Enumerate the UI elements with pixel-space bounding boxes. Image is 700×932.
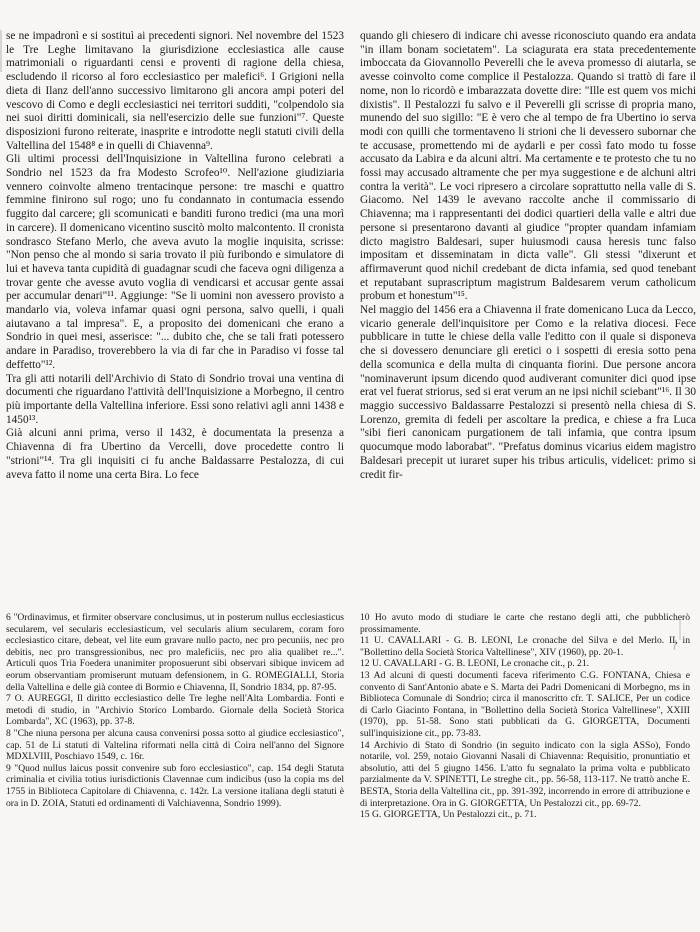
footnote: 10 Ho avuto modo di studiare le carte che restano degli atti, che pubblicherò prossimamente.: [360, 612, 690, 635]
footnotes-right: [360, 612, 690, 821]
footnotes-left: [6, 612, 344, 809]
footnote: 6 "Ordinavimus, et firmiter observare conclusimus, ut in posterum nullus ecclesiasticus secularem, vel secularis ecclesiasticum, vel secularis alium secularem, coram foro ecclesiastico citare, debeat, vel lite eum gravare nullo pacto, nec pro pecuniis, nec pro debitis, nec pro transgressionibus, nec pro maleficiis, nec pro alia qualibet re...". Articuli quos Tria Foedera unanimiter proposuerunt sibi observari sibique invicem ad eorum observantiam promiserunt mutuam defensionem, in G. ROMEGIALLI, Storia della Valtellina e delle già contee di Bormio e Chiavenna, II, Sondrio 1834, pp. 87-95.: [6, 612, 344, 693]
footnote: 11 U. CAVALLARI - G. B. LEONI, Le cronache del Silva e del Merlo. II, in "Bollettino della Società Storica Valtellinese", XIV (1960), pp. 20-1.: [360, 635, 690, 658]
footnote: 13 Ad alcuni di questi documenti faceva riferimento C.G. FONTANA, Chiesa e convento di Sant'Antonio abate e S. Marta dei Padri Domenicani di Morbegno, ms in Biblioteca Comunale di Sondrio; circa il manoscritto cfr. T. SALICE, Per un codice di Carlo Giacinto Fontana, in "Bollettino della Società Storica Valtellinese", XXIII (1970), pp. 51-58. Sono stati pubblicati da G. GIORGETTA, Documenti sull'inquisizione cit., pp. 73-83.: [360, 669, 690, 739]
paragraph: Tra gli atti notarili dell'Archivio di Stato di Sondrio trovai una ventina di documenti che riguardano l'attività dell'Inquisizione a Morbegno, il centro più importante della Valtellina inferiore. Essi sono relativi agli anni 1438 e 1450¹³.: [6, 372, 344, 426]
body-column-left: [6, 30, 344, 482]
body-column-right: [360, 30, 696, 482]
paragraph: quando gli chiesero di indicare chi avesse riconosciuto quando era andata "in illam bonam societatem". La sciagurata era stata precedentemente imboccata da Giovannollo Peverelli che le aveva promesso di aiutarla, se avesse coinvolto come complice il Pestalozza. Quando si trattò di fare il nome, non lo ricordò e imbarazzata dovette dire: "Ille est quem vos michi dixistis". Il Pestalozzi fu salvo e il Peverelli gli scrisse di propria mano, munendo del suo sigillo: "E è vero che al tempo de fra Ubertino io serva modi con quilli che tormentaveno li strioni che li devessero subornar che te accusase, promettendo mi de aydarli e per cossì fato modo tu fosse accusato da Labira e da alcuni altri. Ma certamente e te protesto che tu no fossi may accusado altramente che per mya suggestione e de alchuni altri contra la verità". Le voci ripresero a circolare soprattutto nella valle di S. Giacomo. Nel 1439 le avevano raccolte anche il commissario di Chiavenna; ma i rappresentanti dei dodici quartieri della valle e altri due persone si presentarono davanti al giudice "propter quandam infamiam dicto magistro Baldesari, super huiusmodi causa heresis tunc falso impositam et disseminatam in dicta valle". Gli stessi "dixerunt et affirmaverunt quod nichil credebant de dicta infamia, sed quod tenebant et reputabant suprascriptum magistrum Baldesarem verum catholicum probum et honestum"¹⁵.: [360, 30, 696, 303]
paragraph: Nel maggio del 1456 era a Chiavenna il frate domenicano Luca da Lecco, vicario generale dell'inquisitore per Como e la relativa diocesi. Fece pubblicare in tutte le chiese della valle l'editto con il quale si disponeva che si dovessero denunciare gli eretici o i sospetti di eresia sotto pena della scomunica e della multa di cinquanta fiorini. Due persone ancora "nominaverunt ipsum dicendo quod audiverant comuniter dici quod ipse erat vel fuerat striorus, sed si erat verum an ne ipsi nichil sciebant"¹⁶. Il 30 maggio successivo Baldassarre Pestalozzi si presentò nella chiesa di S. Lorenzo, gremita di fedeli per ascoltare la predica, e chiese a fra Luca "sibi fieri canonicam purgationem de tali infamia, que contra ipsum quocumque modo laborabat". "Prefatus dominus vicarius eidem magistro Baldesari precepit ut iuraret super his tribus articulis, videlicet: primo si credit fir-: [360, 304, 696, 481]
footnote: 12 U. CAVALLARI - G. B. LEONI, Le cronache cit., p. 21.: [360, 658, 590, 670]
footnote: 7 O. AUREGGI, Il diritto ecclesiastico delle Tre leghe nell'Alta Lombardia. Fonti e metodi di studio, in "Archivio Storico Lombardo. Giornale della Società Storica Lombarda", XC (1963), pp. 37-8.: [6, 693, 344, 728]
footnote: 9 "Quod nullus laicus possit convenire sub foro ecclesiastico", cap. 154 degli Statuta criminalia et civilia totius iurisdictionis Clavennae cum indicibus (uso la copia ms del 1755 in Biblioteca Capitolare di Chiavenna, c. 142r. La versione italiana degli statuti è ora in D. ZOIA, Statuti ed ordinamenti di Valchiavenna, Sondrio 1999).: [6, 762, 344, 809]
footnote: 14 Archivio di Stato di Sondrio (in seguito indicato con la sigla ASSo), Fondo notarile, vol. 259, notaio Giovanni Nasali di Chiavenna: Requisitio, pronuntiatio et absolutio, atti del 5 giugno 1456. L'atto fu segnalato la prima volta e pubblicato parzialmente da V. SPINETTI, Le streghe cit., pp. 56-58, 113-117. Ne trattò anche E. BESTA, Storia della Valtellina cit., pp. 391-392, incorrendo in errore di attribuzione e di interpretazione. Ora in G. GIORGETTA, Un Pestalozzi cit., pp. 69-72.: [360, 739, 690, 809]
paragraph: se ne impadronì e si sostituì ai precedenti signori. Nel novembre del 1523 le Tre Leghe limitavano la giurisdizione ecclesiastica alle cause matrimoniali o riguardanti censi e proventi di ragione della chiesa, escludendo il ricorso al foro ecclesiastico per malefici⁶. I Grigioni nella dieta di Ilanz dell'anno successivo limitarono gli ancora ampi poteri del vescovo di Como e degli ecclesiastici nei territori sudditi, "colpendolo sia nei suoi diritti dominicali, sia nell'esercizio delle sue funzioni"⁷. Queste disposizioni furono reiterate, inasprite e introdotte negli statuti civili della Valtellina del 1548⁸ e in quelli di Chiavenna⁹.: [6, 30, 344, 152]
paragraph: Già alcuni anni prima, verso il 1432, è documentata la presenza a Chiavenna di fra Ubertino da Vercelli, dove procedette contro li "strioni"¹⁴. Tra gli inquisiti ci fu anche Baldassarre Pestalozza, di cui aveva fatto il nome una certa Bira. Lo fece: [6, 427, 344, 481]
footnote: 8 "Che niuna persona per alcuna causa convenirsi possa sotto al giudice ecclesiastico", cap. 51 de Li statuti di Valtelina riformati nella città di Coira nell'anno del Signore MDXLVIII, Poschiavo 1549, c. 16r.: [6, 727, 344, 763]
paragraph: Gli ultimi processi dell'Inquisizione in Valtellina furono celebrati a Sondrio nel 1523 da fra Modesto Scrofeo¹⁰. Nell'azione giudiziaria vennero coinvolte almeno trentacinque persone: tre maschi e quattro femmine finirono sul rogo; uno fu condannato in contumacia essendo fuggito dal carcere; gli scomunicati e banditi furono tredici (ma una morì in carcere). Il domenicano vicentino suscitò molto malcontento. Il cronista sondrasco Stefano Merlo, che aveva avuto la moglie inquisita, scrisse: "Non penso che al mondo si saria trovato il più furibondo e simulatore di lui et haveva tanta cupidità di guadagnar scudi che faceva ogni diligenza a trovar gente che avesse avuto voglia di vendicarsi et accusar gente assai per accumular denari"¹¹. Aggiunge: "Se li uomini non avessero provisto a mandarlo via, voleva infamar quasi ogni persona, salvo quelli, i quali aiutavano a tal impresa". E, a proposito dei domenicani che erano a Sondrio in quei mesi, asserisce: "... dubito che, che se tali frati potessero andare in Paradiso, troverebbero la via di far che in Paradiso vi fosse tal deffetto"¹².: [6, 153, 344, 371]
footnote: 15 G. GIORGETTA, Un Pestalozzi cit., p. 71.: [360, 809, 537, 821]
pencil-annotations: [0, 2, 700, 24]
